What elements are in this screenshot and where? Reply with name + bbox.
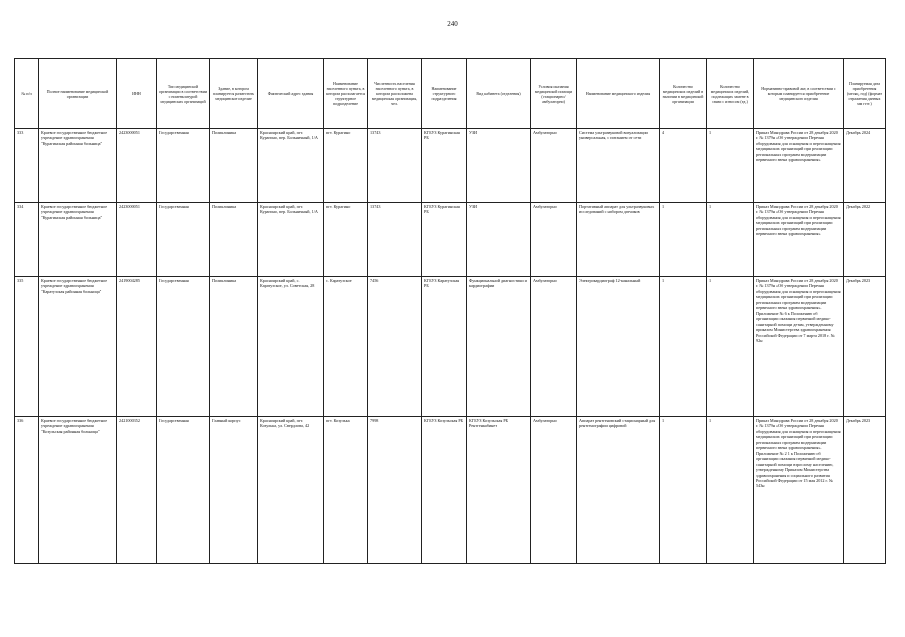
conditions: Амбулаторно xyxy=(531,203,577,277)
row-number: 336 xyxy=(15,417,39,564)
header-cell: Здание, в котором планируется разместить медицинское изделие xyxy=(210,59,258,129)
building: Поликлиника xyxy=(210,203,258,277)
page-number: 240 xyxy=(447,20,458,28)
table-row xyxy=(15,129,886,203)
organization-type: Государственная xyxy=(157,277,210,417)
equipment-table xyxy=(14,58,886,564)
inn: 2423000051 xyxy=(117,129,157,203)
header-cell: Вид кабинета (отделения) xyxy=(467,59,531,129)
organization-name: Краевое государственное бюджетное учреждение здравоохранения "Курагинская районная больница" xyxy=(39,129,117,203)
organization-type: Государственная xyxy=(157,417,210,564)
legal-act: Приказ Минздрава России от 28 декабря 2020 г. № 1379н «Об утверждении Перечня оборудования для оснащения и переоснащения медицинских организаций при реализации региональных программ модернизации первичного звена здравоохранения» xyxy=(754,129,844,203)
legal-act: Приказ Минздрава России от 28 декабря 2020 г. № 1379н «Об утверждении Перечня оборудования для оснащения и переоснащения медицинских организаций при реализации региональных программ модернизации первичного звена здравоохранения» xyxy=(754,203,844,277)
in-stock-count: 1 xyxy=(660,277,707,417)
in-stock-count: 4 xyxy=(660,129,707,203)
address: Красноярский край, пгт. Курагино, пер. Больничный, 1/А xyxy=(258,203,324,277)
device-name: Электрокардиограф 12-канальный xyxy=(577,277,660,417)
in-stock-count: 1 xyxy=(660,203,707,277)
cabinet: УЗИ xyxy=(467,203,531,277)
replace-count: 1 xyxy=(707,129,754,203)
building: Поликлиника xyxy=(210,277,258,417)
in-stock-count: 1 xyxy=(660,417,707,564)
population: 13743 xyxy=(368,129,422,203)
header-cell: Наименование медицинского изделия xyxy=(577,59,660,129)
inn: 2423000051 xyxy=(117,203,157,277)
planned-date: Декабрь 2023 xyxy=(844,417,886,564)
header-cell: Наименование населенного пункта, в котором располагается структурное подразделение xyxy=(324,59,368,129)
population: 13743 xyxy=(368,203,422,277)
legal-act: Приказ Минздрава России от 28 декабря 2020 г. № 1379н «Об утверждении Перечня оборудования для оснащения и переоснащения медицинских организаций при реализации региональных программ модернизации первичного звена здравоохранения». Приложение № 2 1 к Положению об организации оказания первичной медико-санитарной помощи взрослому населению, утвержденному Приказом Министерства здравоохранения и социального развития Российской Федерации от 15 мая 2012 г. № 543н xyxy=(754,417,844,564)
address: Красноярский край, пгт. Козулька, ул. Свердлова, 42 xyxy=(258,417,324,564)
replace-count: 1 xyxy=(707,203,754,277)
planned-date: Декабрь 2024 xyxy=(844,129,886,203)
header-cell: Нормативно-правовой акт, в соответствии с которым планируется приобретение медицинского изделия xyxy=(754,59,844,129)
device-name: Система ультразвуковой визуализации универсальная, с питанием от сети xyxy=(577,129,660,203)
subdivision: КГБУЗ Козульская РБ xyxy=(422,417,467,564)
address: Красноярский край, пгт. Курагино, пер. Больничный, 1/А xyxy=(258,129,324,203)
header-cell: Численность населения населенного пункта, в котором расположена медицинская организация, чел. xyxy=(368,59,422,129)
building: Главный корпус xyxy=(210,417,258,564)
organization-name: Краевое государственное бюджетное учреждение здравоохранения "Каратузская районная больница" xyxy=(39,277,117,417)
header-cell: № п/п xyxy=(15,59,39,129)
organization-type: Государственная xyxy=(157,129,210,203)
table-row xyxy=(15,277,886,417)
locality: пгт. Курагино xyxy=(324,129,368,203)
locality: с. Каратузское xyxy=(324,277,368,417)
table-row xyxy=(15,417,886,564)
header-cell: ИНН xyxy=(117,59,157,129)
subdivision: КГБУЗ Курагинская РБ xyxy=(422,129,467,203)
header-cell: Количество медицинских изделий в наличии в медицинской организации xyxy=(660,59,707,129)
cabinet: УЗИ xyxy=(467,129,531,203)
subdivision: КГБУЗ Каратузская РБ xyxy=(422,277,467,417)
header-cell: Планируемая дата приобретения (месяц, год) (формат отражения данных мм гггг.) xyxy=(844,59,886,129)
organization-name: Краевое государственное бюджетное учреждение здравоохранения "Курагинская районная больница" xyxy=(39,203,117,277)
building: Поликлиника xyxy=(210,129,258,203)
locality: пгт. Козулька xyxy=(324,417,368,564)
header-cell: Фактический адрес здания xyxy=(258,59,324,129)
population: 7998 xyxy=(368,417,422,564)
conditions: Амбулаторно xyxy=(531,129,577,203)
locality: пгт. Курагино xyxy=(324,203,368,277)
planned-date: Декабрь 2023 xyxy=(844,277,886,417)
row-number: 333 xyxy=(15,129,39,203)
address: Красноярский край, с. Каратузское, ул. Советская, 28 xyxy=(258,277,324,417)
header-cell: Количество медицинских изделий, подлежащих замене в связи с износом (ед.) xyxy=(707,59,754,129)
inn: 2421000352 xyxy=(117,417,157,564)
organization-name: Краевое государственное бюджетное учреждение здравоохранения "Козульская районная больница" xyxy=(39,417,117,564)
subdivision: КГБУЗ Курагинская РБ xyxy=(422,203,467,277)
planned-date: Декабрь 2022 xyxy=(844,203,886,277)
conditions: Амбулаторно xyxy=(531,417,577,564)
replace-count: 1 xyxy=(707,277,754,417)
header-cell: Тип медицинской организации в соответствии с номенклатурой медицинских организаций xyxy=(157,59,210,129)
inn: 2419004285 xyxy=(117,277,157,417)
cabinet: Функциональной диагностики и кардиографии xyxy=(467,277,531,417)
header-cell: Наименование структурного подразделения xyxy=(422,59,467,129)
device-name: Портативный аппарат для ультразвуковых исследований с набором датчиков xyxy=(577,203,660,277)
population: 7456 xyxy=(368,277,422,417)
header-cell: Условия оказания медицинской помощи (стационарно/ амбулаторно) xyxy=(531,59,577,129)
row-number: 335 xyxy=(15,277,39,417)
header-cell: Полное наименование медицинской организации xyxy=(39,59,117,129)
device-name: Аппарат рентгеновский стационарный для рентгенографии цифровой xyxy=(577,417,660,564)
conditions: Амбулаторно xyxy=(531,277,577,417)
replace-count: 1 xyxy=(707,417,754,564)
table-row xyxy=(15,203,886,277)
table-header-row xyxy=(15,59,886,129)
organization-type: Государственная xyxy=(157,203,210,277)
legal-act: Приказ Минздрава России от 28 декабря 2020 г. № 1379н «Об утверждении Перечня оборудования для оснащения и переоснащения медицинских организаций при реализации региональных программ модернизации первичного звена здравоохранения». Приложение № 6 к Положению об организации оказания первичной медико-санитарной помощи детям, утвержденному приказом Министерства здравоохранения Российской Федерации от 7 марта 2018 г. № 92н xyxy=(754,277,844,417)
cabinet: КГБУЗ Козульская РБ Рентгенкабинет xyxy=(467,417,531,564)
row-number: 334 xyxy=(15,203,39,277)
